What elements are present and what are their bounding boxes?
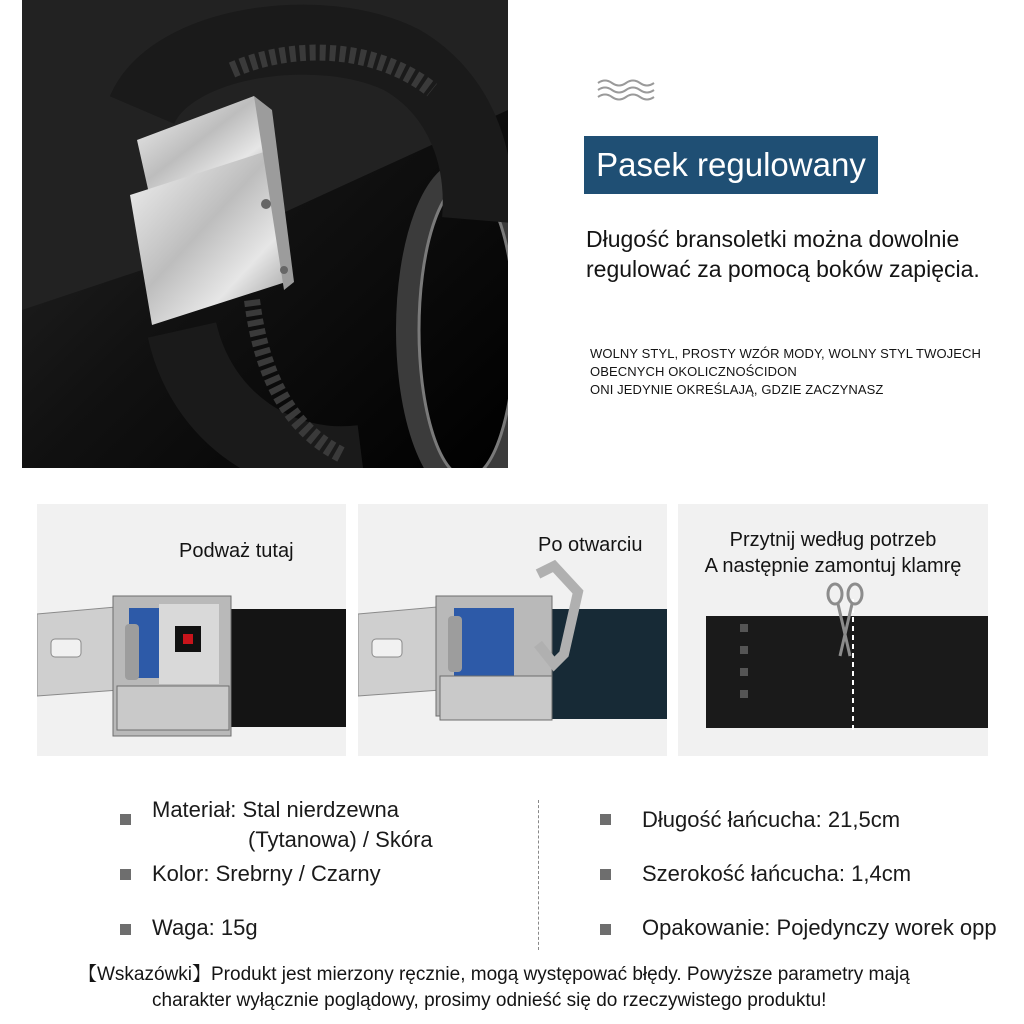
disclaimer-note [78,962,1008,1014]
caption-block [590,345,1010,399]
step-label-line: A następnie zamontuj klamrę [704,555,962,577]
caption-line: WOLNY STYL, PROSTY WZÓR MODY, WOLNY STYL TWOJECH [590,346,982,361]
bullet-square-icon [120,869,131,880]
step-label-line: Przytnij według potrzeb [729,529,937,551]
spec-packaging: Opakowanie: Pojedynczy worek opp [642,915,997,940]
bullet-square-icon [600,924,611,935]
caption-line: ONI JEDYNIE OKREŚLAJĄ, GDZIE ZACZYNASZ [590,382,884,397]
hero-product-photo [22,0,508,468]
spec-divider [538,800,539,950]
scissors-icon [826,582,864,660]
spec-color: Kolor: Srebrny / Czarny [152,861,381,886]
step-label: Podważ tutaj [179,540,294,562]
step-label: Po otwarciu [538,534,643,556]
description-line: Długość bransoletki można dowolnie [586,226,960,252]
note-line: charakter wyłącznie poglądowy, prosimy odnieść się do rzeczywistego produktu! [152,990,827,1011]
note-line: 【Wskazówki】Produkt jest mierzony ręcznie, mogą występować błędy. Powyższe parametry mają [78,964,910,985]
bullet-square-icon [120,924,131,935]
bullet-square-icon [600,869,611,880]
step-label [690,527,976,579]
bracelet-illustration [22,0,508,468]
spec-chain-width: Szerokość łańcucha: 1,4cm [642,861,912,886]
spec-material: Materiał: Stal nierdzewna [152,797,400,822]
spec-material-cont: (Tytanowa) / Skóra [248,827,433,852]
step-panel-open [358,504,667,756]
caption-line: OBECNYCH OKOLICZNOŚCIDON [590,364,797,379]
step-panel-trim [678,504,988,756]
title-banner: Pasek regulowany [584,136,878,194]
bullet-square-icon [600,814,611,825]
spec-weight: Waga: 15g [152,915,258,940]
spec-chain-length: Długość łańcucha: 21,5cm [642,807,901,832]
description [586,224,1016,284]
description-line: regulować za pomocą boków zapięcia. [586,256,980,282]
waves-icon [596,78,660,102]
bullet-square-icon [120,814,131,825]
step-panel-pry [37,504,346,756]
